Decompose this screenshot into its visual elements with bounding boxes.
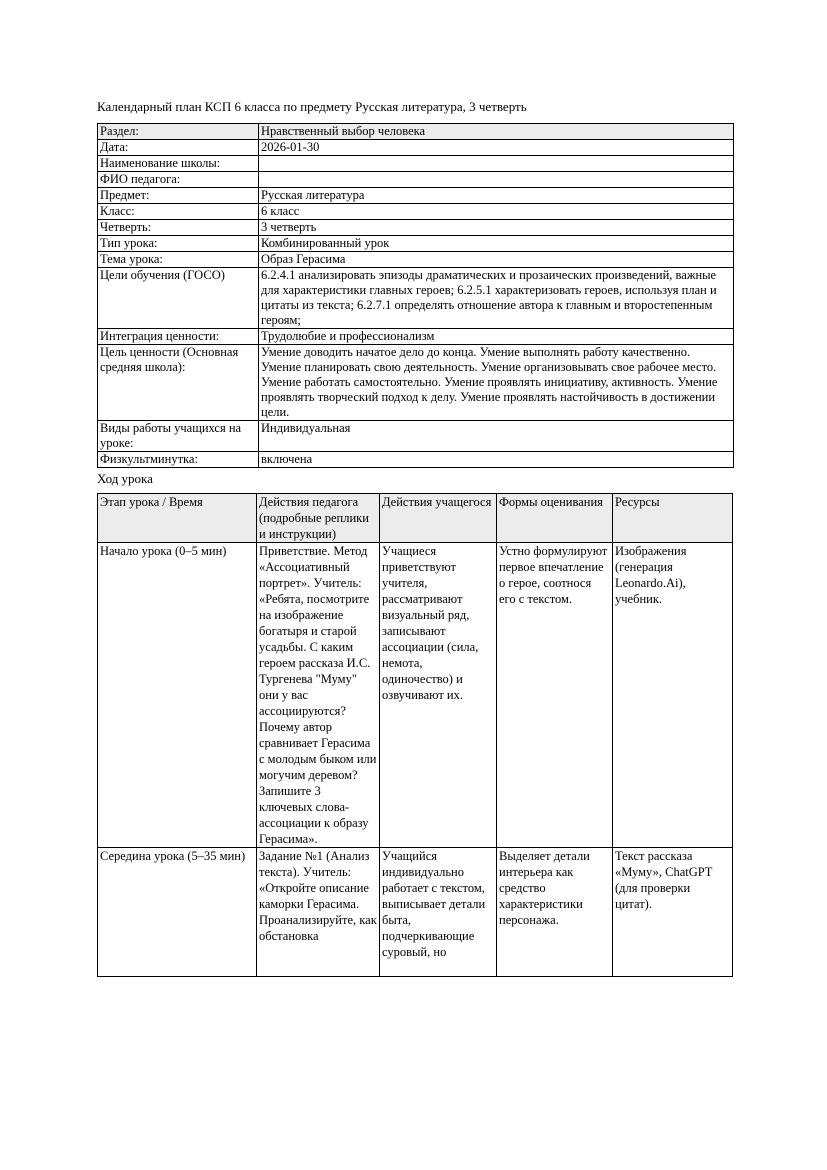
table-row [98, 156, 734, 172]
table-row [98, 345, 734, 421]
info-label: Дата: [98, 140, 259, 156]
lesson-info-table [97, 123, 734, 468]
cell-stage: Середина урока (5–35 мин) [100, 849, 246, 863]
table-row [98, 220, 734, 236]
lesson-flow-table [97, 493, 733, 977]
table-row [98, 236, 734, 252]
info-value: Умение доводить начатое дело до конца. Умение выполнять работу качественно. Умение планировать свою деятельность. Умение организовывать свое рабочее место. Умение работать самостоятельно. Умение проявлять инициативу, активность. Умение проявлять творческий подход к делу. Умение проявлять настойчивость в достижении цели. [259, 345, 734, 421]
column-header-assessment: Формы оценивания [497, 494, 613, 543]
info-label: Физкультминутка: [98, 452, 259, 468]
table-row [98, 188, 734, 204]
table-row [98, 421, 734, 452]
table-row [98, 252, 734, 268]
cell-teacher: Приветствие. Метод «Ассоциативный портрет». Учитель: «Ребята, посмотрите на изображение богатыря и старой усадьбы. С каким героем рассказа И.С. Тургенева "Муму" они у вас ассоциируются? Почему автор сравнивает Герасима с молодым быком или могучим деревом? Запишите 3 ключевых слова-ассоциации к образу Герасима». [257, 543, 380, 848]
info-label: Тип урока: [98, 236, 259, 252]
info-value: включена [259, 452, 734, 468]
info-value: 6.2.4.1 анализировать эпизоды драматических и прозаических произведений, важные для характеристики главных героев; 6.2.5.1 характеризовать героев, используя план и цитаты из текста; 6.2.7.1 определять отношение автора к главным и второстепенным героям; [259, 268, 734, 329]
section-heading-lesson-flow: Ход урока [97, 471, 153, 486]
cell-student: Учащийся индивидуально работает с текстом, выписывает детали быта, подчеркивающие суровый, но [382, 849, 486, 959]
info-label: Виды работы учащихся на уроке: [98, 421, 259, 452]
info-value: Трудолюбие и профессионализм [259, 329, 734, 345]
info-value: Комбинированный урок [259, 236, 734, 252]
info-label: ФИО педагога: [98, 172, 259, 188]
table-row [98, 172, 734, 188]
table-row [98, 329, 734, 345]
info-value: Индивидуальная [259, 421, 734, 452]
column-header-resources: Ресурсы [613, 494, 733, 543]
info-label: Раздел: [98, 124, 259, 140]
column-header-teacher: Действия педагога (подробные реплики и инструкции) [257, 494, 380, 543]
info-value: 2026-01-30 [259, 140, 734, 156]
cell-assessment: Устно формулируют первое впечатление о герое, соотнося его с текстом. [497, 543, 613, 848]
info-label: Наименование школы: [98, 156, 259, 172]
info-label: Класс: [98, 204, 259, 220]
cell-teacher: Задание №1 (Анализ текста). Учитель: «Откройте описание каморки Герасима. Проанализируйте, как обстановка [259, 849, 377, 943]
table-row [98, 848, 733, 977]
info-value [259, 156, 734, 172]
info-label: Четверть: [98, 220, 259, 236]
cell-assessment: Выделяет детали интерьера как средство характеристики персонажа. [499, 849, 590, 927]
table-row [98, 452, 734, 468]
info-label: Цель ценности (Основная средняя школа): [98, 345, 259, 421]
info-label: Интеграция ценности: [98, 329, 259, 345]
info-label: Цели обучения (ГОСО) [98, 268, 259, 329]
cell-stage: Начало урока (0–5 мин) [98, 543, 257, 848]
info-value [259, 172, 734, 188]
table-row [98, 543, 733, 848]
cell-student: Учащиеся приветствуют учителя, рассматривают визуальный ряд, записывают ассоциации (сила, немота, одиночество) и озвучивают их. [380, 543, 497, 848]
column-header-student: Действия учащегося [380, 494, 497, 543]
cell-resources: Изображения (генерация Leonardo.Ai), учебник. [613, 543, 733, 848]
column-header-stage: Этап урока / Время [98, 494, 257, 543]
info-value: Образ Герасима [259, 252, 734, 268]
cell-resources: Текст рассказа «Муму», ChatGPT (для проверки цитат). [615, 849, 713, 911]
table-row [98, 140, 734, 156]
info-value: Русская литература [259, 188, 734, 204]
table-header-row [98, 494, 733, 543]
document-title: Календарный план КСП 6 класса по предмету Русская литература, 3 четверть [97, 99, 527, 114]
info-value: Нравственный выбор человека [259, 124, 734, 140]
info-value: 3 четверть [259, 220, 734, 236]
table-row [98, 268, 734, 329]
table-row [98, 204, 734, 220]
info-label: Предмет: [98, 188, 259, 204]
info-value: 6 класс [259, 204, 734, 220]
document-page [97, 99, 728, 977]
info-label: Тема урока: [98, 252, 259, 268]
table-row [98, 124, 734, 140]
